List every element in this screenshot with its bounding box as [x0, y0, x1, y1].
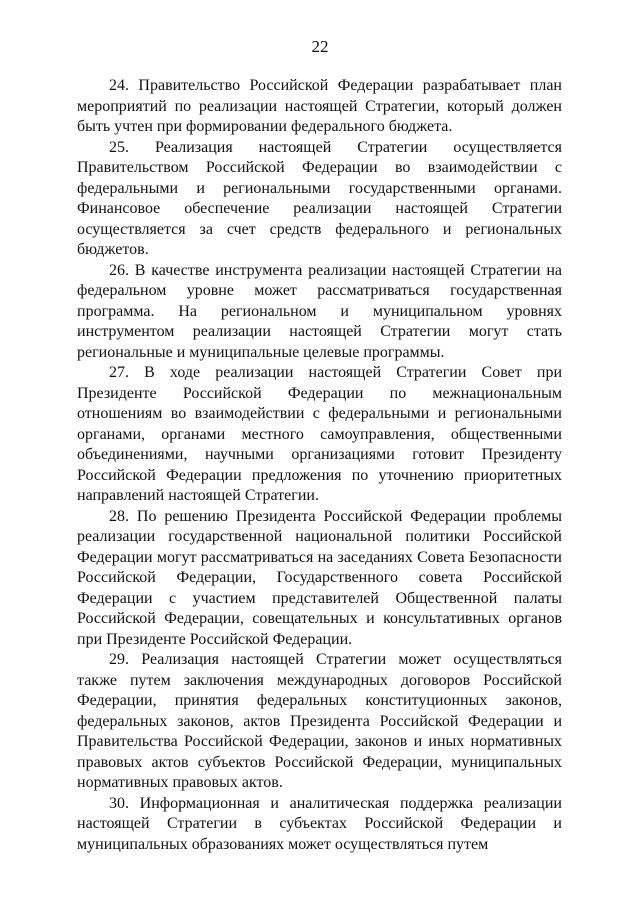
page-number: 22 [311, 37, 329, 56]
paragraph-25: 25. Реализация настоящей Стратегии осуществляется Правительством Российской Федерации во взаимодействии с федеральными и региональными государственными органами. Финансовое обеспечение реализации настоящей Стратегии осуществляется за счет средств федерального и региональных бюджетов. [77, 138, 562, 258]
paragraph-29: 29. Реализация настоящей Стратегии может осуществляться также путем заключения международных договоров Российской Федерации, принятия федеральных конституционных законов, федеральных законов, актов Президента Российской Федерации и Правительства Российской Федерации, законов и иных нормативных правовых актов субъектов Российской Федерации, муниципальных нормативных правовых актов. [77, 651, 562, 791]
document-body [77, 76, 562, 855]
paragraph-26: 26. В качестве инструмента реализации настоящей Стратегии на федеральном уровне может рассматриваться государственная программа. На региональном и муниципальном уровнях инструментом реализации настоящей Стратегии могут стать региональные и муниципальные целевые программы. [77, 261, 562, 361]
paragraph-28: 28. По решению Президента Российской Федерации проблемы реализации государственной национальной политики Российской Федерации могут рассматриваться на заседаниях Совета Безопасности Российской Федерации, Государственного совета Российской Федерации с участием представителей Общественной палаты Российской Федерации, совещательных и консультативных органов при Президенте Российской Федерации. [77, 507, 562, 648]
paragraph-27: 27. В ходе реализации настоящей Стратегии Совет при Президенте Российской Федерации по межнациональным отношениям во взаимодействии с федеральными и региональными органами, органами местного самоуправления, общественными объединениями, научными организациями готовит Президенту Российской Федерации предложения по уточнению приоритетных направлений настоящей Стратегии. [77, 364, 562, 504]
paragraph-24: 24. Правительство Российской Федерации разрабатывает план мероприятий по реализации настоящей Стратегии, который должен быть учтен при формировании федерального бюджета. [77, 77, 562, 135]
paragraph-30: 30. Информационная и аналитическая поддержка реализации настоящей Стратегии в субъектах Российской Федерации и муниципальных образованиях может осуществляться путем [77, 794, 562, 853]
